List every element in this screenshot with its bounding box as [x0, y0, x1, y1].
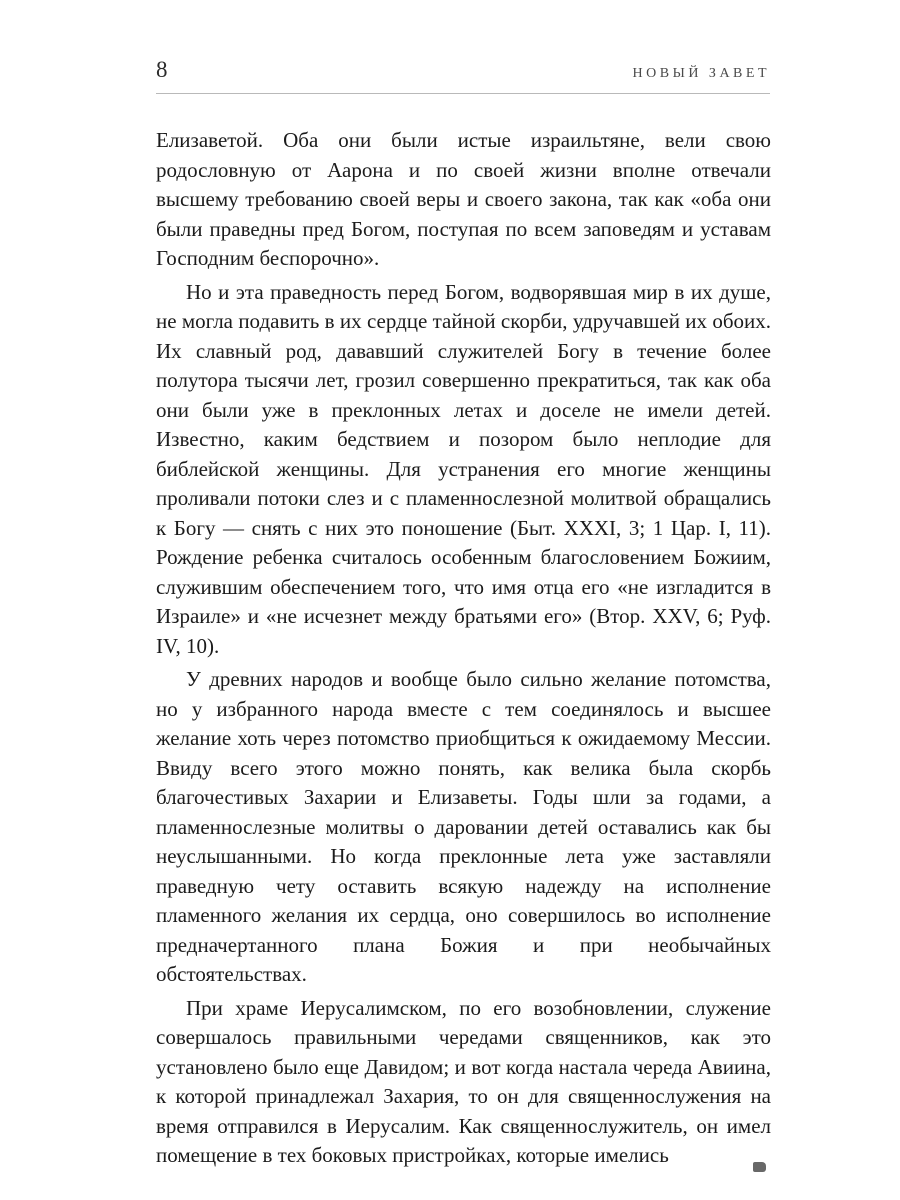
paragraph-4: При храме Иерусалимском, по его возобновлении, служение совершалось правильными чередами священников, как это установлено было еще Давидом; и вот когда настала череда Авиина, к которой принадлежал Захария, то он для священнослужения на время отправился в Иерусалим. Как священнослужитель, он имел помещение в тех боковых пристройках, которые имелись: [156, 995, 771, 1167]
page-number: 8: [156, 57, 168, 82]
header-rule: [156, 93, 770, 94]
paragraph-2: Но и эта праведность перед Богом, водворявшая мир в их душе, не могла подавить в их сердце тайной скорби, удручавшей их обоих. Их славный род, дававший служителей Богу в течение более полутора тысячи лет, грозил совершенно прекратиться, так как оба они были уже в преклонных летах и доселе не имели детей. Известно, каким бедствием и позором было неплодие для библейской женщины. Для устранения его многие женщины проливали потоки слез и с пламеннослезной молитвой обращались к Богу — снять с них это поношение (Быт. XXXI, 3; 1 Цар. I, 11). Рождение ребенка считалось особенным благословением Божиим, служившим обеспечением того, что имя отца его «не изгладится в Израиле» и «не исчезнет между братьями его» (Втор. XXV, 6; Руф. IV, 10).: [156, 279, 771, 658]
running-title: НОВЫЙ ЗАВЕТ: [632, 66, 770, 81]
paragraph-3: У древних народов и вообще было сильно желание потомства, но у избранного народа вместе с тем соединялось и высшее желание хоть через потомство приобщиться к ожидаемому Мессии. Ввиду всего этого можно понять, как велика была скорбь благочестивых Захарии и Елизаветы. Годы шли за годами, а пламеннослезные молитвы о даровании детей оставались как бы неуслышанными. Но когда преклонные лета уже заставляли праведную чету оставить всякую надежду на исполнение пламенного желания их сердца, оно совершилось во исполнение предначертанного плана Божия и при необычайных обстоятельствах.: [156, 667, 771, 986]
scan-artifact-mark: [753, 1162, 766, 1172]
page-header: [156, 58, 770, 81]
text-block: [156, 126, 771, 1175]
paragraph-1: Елизаветой. Оба они были истые израильтяне, вели свою родословную от Аарона и по своей жизни вполне отвечали высшему требованию своей веры и своего закона, так как «оба они были праведны пред Богом, поступая по всем заповедям и уставам Господним беспорочно».: [156, 128, 771, 270]
